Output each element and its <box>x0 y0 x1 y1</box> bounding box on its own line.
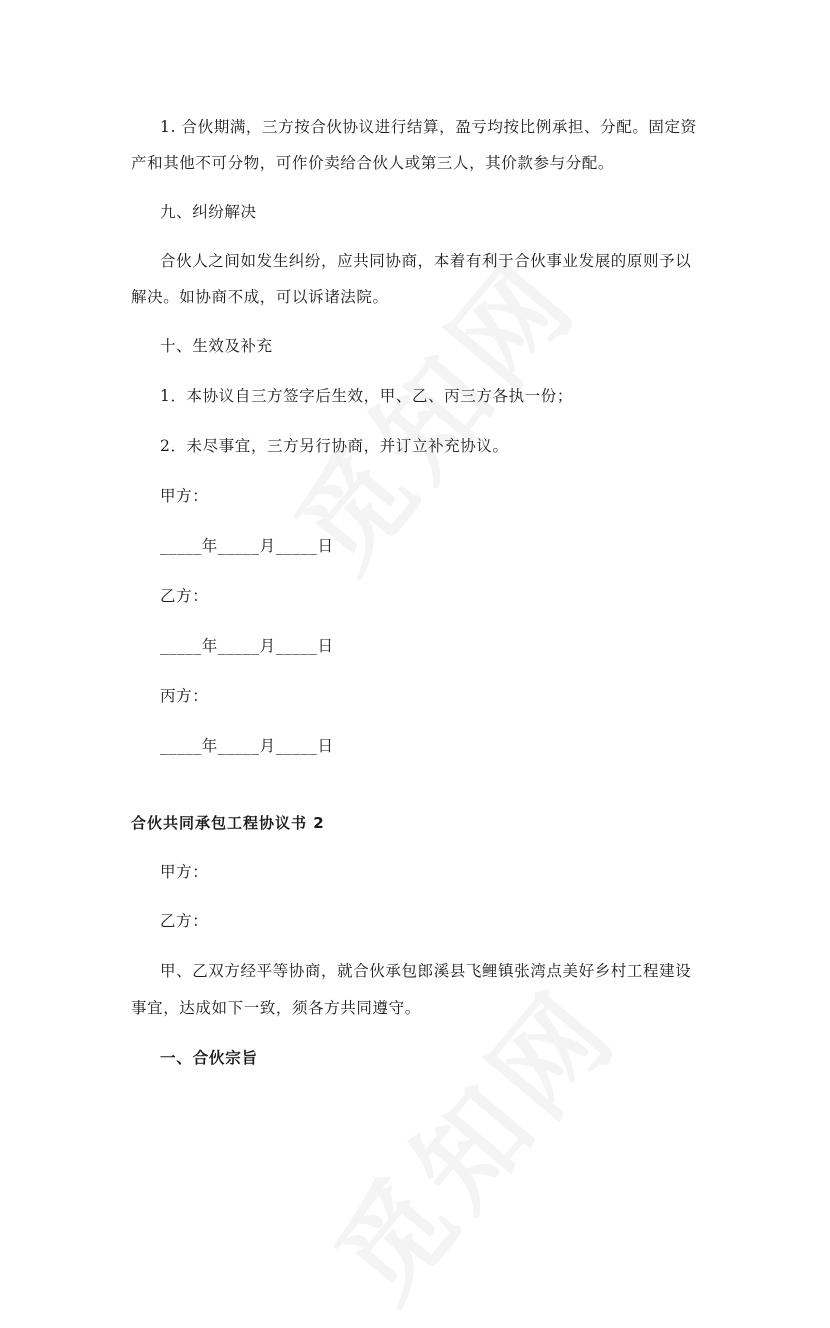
signature-party-label: 乙方： <box>160 587 209 605</box>
paragraph-line: 解决。如协商不成，可以诉诸法院。 <box>131 288 389 306</box>
document-title: 合伙共同承包工程协议书 2 <box>131 814 325 832</box>
section-title: 十、生效及补充 <box>160 337 273 355</box>
signature-date-line: _____年_____月_____日 <box>160 537 334 555</box>
list-item: 2．未尽事宜，三方另行协商，并订立补充协议。 <box>160 437 509 455</box>
section-title: 一、合伙宗旨 <box>160 1049 258 1067</box>
paragraph-line: 1. 合伙期满，三方按合伙协议进行结算，盈亏均按比例承担、分配。固定资 <box>160 118 697 136</box>
signature-party-label: 甲方： <box>160 487 209 505</box>
paragraph-line: 甲、乙双方经平等协商，就合伙承包郎溪县飞鲤镇张湾点美好乡村工程建设 <box>160 962 692 980</box>
list-item: 1．本协议自三方签字后生效，甲、乙、丙三方各执一份； <box>160 387 573 405</box>
party-a-label: 甲方： <box>160 863 209 881</box>
section-title: 九、纠纷解决 <box>160 203 257 221</box>
paragraph-line: 产和其他不可分物，可作价卖给合伙人或第三人，其价款参与分配。 <box>131 154 615 172</box>
signature-date-line: _____年_____月_____日 <box>160 737 334 755</box>
party-b-label: 乙方： <box>160 912 209 930</box>
paragraph-line: 事宜，达成如下一致，须各方共同遵守。 <box>131 999 421 1017</box>
signature-party-label: 丙方： <box>160 687 209 705</box>
paragraph-line: 合伙人之间如发生纠纷，应共同协商，本着有利于合伙事业发展的原则予以 <box>160 252 692 270</box>
signature-date-line: _____年_____月_____日 <box>160 637 334 655</box>
